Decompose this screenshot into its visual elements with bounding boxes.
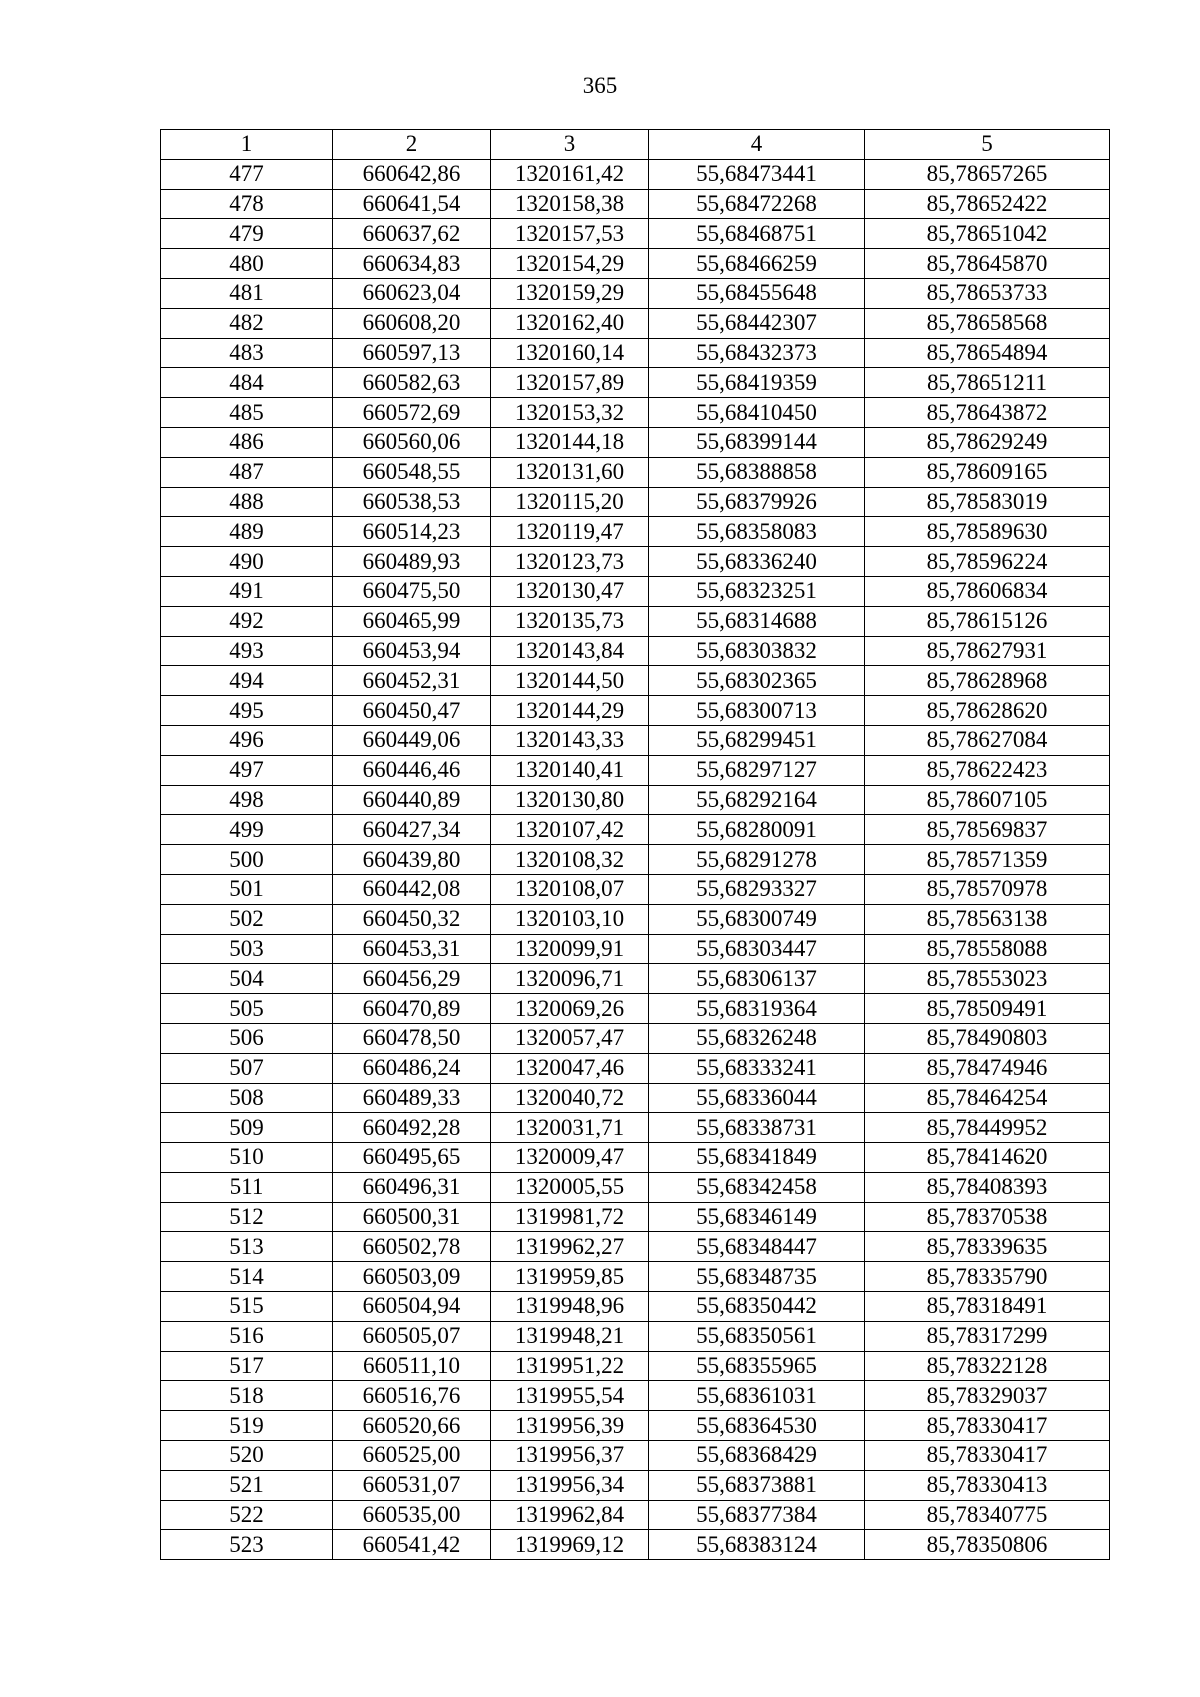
table-cell-col-4: 55,68364530 <box>649 1411 865 1441</box>
table-cell-col-1: 518 <box>161 1381 333 1411</box>
table-cell-col-2: 660478,50 <box>333 1023 491 1053</box>
table-cell-col-2: 660489,93 <box>333 547 491 577</box>
table-cell-col-4: 55,68314688 <box>649 606 865 636</box>
table-cell-col-4: 55,68410450 <box>649 398 865 428</box>
table-cell-col-3: 1320123,73 <box>491 547 649 577</box>
table-cell-col-2: 660560,06 <box>333 427 491 457</box>
table-cell-col-3: 1320140,41 <box>491 755 649 785</box>
table-row <box>161 547 1110 577</box>
table-cell-col-2: 660516,76 <box>333 1381 491 1411</box>
table-row <box>161 398 1110 428</box>
table-cell-col-4: 55,68303832 <box>649 636 865 666</box>
table-cell-col-3: 1320069,26 <box>491 994 649 1024</box>
table-cell-col-2: 660475,50 <box>333 576 491 606</box>
table-cell-col-1: 478 <box>161 189 333 219</box>
table-row <box>161 845 1110 875</box>
table-cell-col-1: 492 <box>161 606 333 636</box>
table-row <box>161 576 1110 606</box>
table-cell-col-4: 55,68379926 <box>649 487 865 517</box>
table-cell-col-5: 85,78318491 <box>865 1292 1110 1322</box>
table-cell-col-4: 55,68419359 <box>649 368 865 398</box>
header-row <box>161 130 1110 160</box>
table-cell-col-5: 85,78657265 <box>865 159 1110 189</box>
table-cell-col-2: 660538,53 <box>333 487 491 517</box>
table-cell-col-2: 660535,00 <box>333 1500 491 1530</box>
table-cell-col-5: 85,78570978 <box>865 874 1110 904</box>
table-cell-col-2: 660623,04 <box>333 278 491 308</box>
table-cell-col-3: 1320040,72 <box>491 1083 649 1113</box>
table-cell-col-3: 1320107,42 <box>491 815 649 845</box>
table-cell-col-3: 1320009,47 <box>491 1143 649 1173</box>
table-cell-col-4: 55,68466259 <box>649 249 865 279</box>
table-cell-col-3: 1319948,96 <box>491 1292 649 1322</box>
table-cell-col-5: 85,78330417 <box>865 1411 1110 1441</box>
table-cell-col-5: 85,78317299 <box>865 1321 1110 1351</box>
table-cell-col-2: 660634,83 <box>333 249 491 279</box>
table-cell-col-1: 485 <box>161 398 333 428</box>
table-cell-col-3: 1319955,54 <box>491 1381 649 1411</box>
table-row <box>161 994 1110 1024</box>
column-header-1: 1 <box>161 130 333 160</box>
table-cell-col-5: 85,78330417 <box>865 1441 1110 1471</box>
table-cell-col-3: 1319951,22 <box>491 1351 649 1381</box>
page-number: 365 <box>582 73 618 98</box>
table-cell-col-1: 515 <box>161 1292 333 1322</box>
table-cell-col-5: 85,78569837 <box>865 815 1110 845</box>
table-cell-col-4: 55,68432373 <box>649 338 865 368</box>
table-cell-col-4: 55,68368429 <box>649 1441 865 1471</box>
table-cell-col-2: 660465,99 <box>333 606 491 636</box>
table-cell-col-5: 85,78340775 <box>865 1500 1110 1530</box>
table-cell-col-4: 55,68399144 <box>649 427 865 457</box>
table-cell-col-1: 489 <box>161 517 333 547</box>
table-cell-col-1: 507 <box>161 1053 333 1083</box>
table-cell-col-5: 85,78645870 <box>865 249 1110 279</box>
table-cell-col-5: 85,78558088 <box>865 934 1110 964</box>
table-row <box>161 934 1110 964</box>
table-row <box>161 1053 1110 1083</box>
table-row <box>161 338 1110 368</box>
table-cell-col-2: 660641,54 <box>333 189 491 219</box>
table-cell-col-1: 491 <box>161 576 333 606</box>
table-cell-col-2: 660520,66 <box>333 1411 491 1441</box>
table-cell-col-2: 660470,89 <box>333 994 491 1024</box>
table-cell-col-4: 55,68355965 <box>649 1351 865 1381</box>
table-cell-col-3: 1319962,84 <box>491 1500 649 1530</box>
table-cell-col-2: 660597,13 <box>333 338 491 368</box>
table-cell-col-1: 520 <box>161 1441 333 1471</box>
table-cell-col-1: 501 <box>161 874 333 904</box>
column-header-4: 4 <box>649 130 865 160</box>
table-row <box>161 606 1110 636</box>
table-cell-col-1: 496 <box>161 725 333 755</box>
table-cell-col-1: 523 <box>161 1530 333 1560</box>
table-cell-col-5: 85,78606834 <box>865 576 1110 606</box>
table-cell-col-1: 486 <box>161 427 333 457</box>
table-cell-col-3: 1320144,18 <box>491 427 649 457</box>
table-cell-col-2: 660608,20 <box>333 308 491 338</box>
table-cell-col-1: 487 <box>161 457 333 487</box>
table-row <box>161 755 1110 785</box>
column-header-3: 3 <box>491 130 649 160</box>
table-cell-col-2: 660453,94 <box>333 636 491 666</box>
table-row <box>161 457 1110 487</box>
table-row <box>161 666 1110 696</box>
table-row <box>161 1321 1110 1351</box>
table-cell-col-5: 85,78629249 <box>865 427 1110 457</box>
table-cell-col-3: 1320115,20 <box>491 487 649 517</box>
table-cell-col-4: 55,68326248 <box>649 1023 865 1053</box>
table-cell-col-4: 55,68342458 <box>649 1172 865 1202</box>
table-cell-col-1: 514 <box>161 1262 333 1292</box>
table-cell-col-4: 55,68306137 <box>649 964 865 994</box>
table-row <box>161 487 1110 517</box>
table-cell-col-1: 480 <box>161 249 333 279</box>
table-cell-col-3: 1320143,84 <box>491 636 649 666</box>
table-cell-col-3: 1320099,91 <box>491 934 649 964</box>
table-body <box>161 159 1110 1559</box>
table-cell-col-4: 55,68348447 <box>649 1232 865 1262</box>
table-cell-col-3: 1320131,60 <box>491 457 649 487</box>
table-cell-col-3: 1320108,07 <box>491 874 649 904</box>
table-cell-col-1: 493 <box>161 636 333 666</box>
table-cell-col-4: 55,68346149 <box>649 1202 865 1232</box>
table-cell-col-4: 55,68348735 <box>649 1262 865 1292</box>
table-cell-col-4: 55,68297127 <box>649 755 865 785</box>
column-header-2: 2 <box>333 130 491 160</box>
table-row <box>161 249 1110 279</box>
coordinates-table <box>160 129 1110 1560</box>
table-row <box>161 696 1110 726</box>
table-cell-col-3: 1320144,50 <box>491 666 649 696</box>
table-cell-col-1: 504 <box>161 964 333 994</box>
table-cell-col-1: 503 <box>161 934 333 964</box>
table-cell-col-3: 1320157,53 <box>491 219 649 249</box>
table-cell-col-5: 85,78464254 <box>865 1083 1110 1113</box>
table-cell-col-5: 85,78643872 <box>865 398 1110 428</box>
table-cell-col-3: 1320057,47 <box>491 1023 649 1053</box>
table-cell-col-2: 660505,07 <box>333 1321 491 1351</box>
table-row <box>161 1172 1110 1202</box>
table-cell-col-1: 521 <box>161 1470 333 1500</box>
table-cell-col-3: 1320162,40 <box>491 308 649 338</box>
table-cell-col-2: 660514,23 <box>333 517 491 547</box>
table-row <box>161 189 1110 219</box>
column-header-5: 5 <box>865 130 1110 160</box>
table-cell-col-5: 85,78607105 <box>865 785 1110 815</box>
table-row <box>161 1530 1110 1560</box>
table-cell-col-4: 55,68336240 <box>649 547 865 577</box>
table-cell-col-5: 85,78627931 <box>865 636 1110 666</box>
table-cell-col-4: 55,68350561 <box>649 1321 865 1351</box>
table-cell-col-2: 660503,09 <box>333 1262 491 1292</box>
table-cell-col-1: 490 <box>161 547 333 577</box>
table-cell-col-5: 85,78583019 <box>865 487 1110 517</box>
table-cell-col-1: 502 <box>161 904 333 934</box>
table-cell-col-5: 85,78329037 <box>865 1381 1110 1411</box>
table-cell-col-3: 1320005,55 <box>491 1172 649 1202</box>
table-cell-col-1: 516 <box>161 1321 333 1351</box>
table-cell-col-2: 660489,33 <box>333 1083 491 1113</box>
table-cell-col-5: 85,78370538 <box>865 1202 1110 1232</box>
table-cell-col-3: 1320031,71 <box>491 1113 649 1143</box>
table-cell-col-4: 55,68373881 <box>649 1470 865 1500</box>
table-cell-col-3: 1320130,47 <box>491 576 649 606</box>
table-cell-col-4: 55,68341849 <box>649 1143 865 1173</box>
table-cell-col-3: 1319962,27 <box>491 1232 649 1262</box>
table-cell-col-5: 85,78628968 <box>865 666 1110 696</box>
table-cell-col-3: 1319948,21 <box>491 1321 649 1351</box>
table-cell-col-1: 519 <box>161 1411 333 1441</box>
table-cell-col-4: 55,68338731 <box>649 1113 865 1143</box>
table-cell-col-5: 85,78490803 <box>865 1023 1110 1053</box>
table-row <box>161 1292 1110 1322</box>
table-cell-col-3: 1319956,39 <box>491 1411 649 1441</box>
table-cell-col-4: 55,68299451 <box>649 725 865 755</box>
table-cell-col-1: 505 <box>161 994 333 1024</box>
table-cell-col-5: 85,78622423 <box>865 755 1110 785</box>
table-cell-col-3: 1320135,73 <box>491 606 649 636</box>
table-row <box>161 1023 1110 1053</box>
table-cell-col-4: 55,68377384 <box>649 1500 865 1530</box>
table-cell-col-3: 1320158,38 <box>491 189 649 219</box>
table-cell-col-4: 55,68333241 <box>649 1053 865 1083</box>
table-row <box>161 1441 1110 1471</box>
table-row <box>161 517 1110 547</box>
table-cell-col-3: 1320103,10 <box>491 904 649 934</box>
table-cell-col-4: 55,68280091 <box>649 815 865 845</box>
table-row <box>161 1470 1110 1500</box>
table-cell-col-1: 510 <box>161 1143 333 1173</box>
table-row <box>161 636 1110 666</box>
table-cell-col-4: 55,68473441 <box>649 159 865 189</box>
table-row <box>161 964 1110 994</box>
table-cell-col-1: 482 <box>161 308 333 338</box>
table-cell-col-5: 85,78335790 <box>865 1262 1110 1292</box>
table-cell-col-3: 1320157,89 <box>491 368 649 398</box>
table-cell-col-5: 85,78651042 <box>865 219 1110 249</box>
table-cell-col-3: 1320143,33 <box>491 725 649 755</box>
table-cell-col-3: 1320119,47 <box>491 517 649 547</box>
table-cell-col-1: 479 <box>161 219 333 249</box>
table-row <box>161 278 1110 308</box>
table-cell-col-1: 500 <box>161 845 333 875</box>
table-cell-col-5: 85,78654894 <box>865 338 1110 368</box>
table-cell-col-2: 660453,31 <box>333 934 491 964</box>
table-cell-col-5: 85,78449952 <box>865 1113 1110 1143</box>
table-cell-col-3: 1319969,12 <box>491 1530 649 1560</box>
table-cell-col-2: 660446,46 <box>333 755 491 785</box>
table-cell-col-1: 494 <box>161 666 333 696</box>
table-cell-col-4: 55,68383124 <box>649 1530 865 1560</box>
table-cell-col-5: 85,78653733 <box>865 278 1110 308</box>
table-cell-col-4: 55,68303447 <box>649 934 865 964</box>
table-cell-col-3: 1320161,42 <box>491 159 649 189</box>
table-cell-col-4: 55,68455648 <box>649 278 865 308</box>
table-cell-col-2: 660525,00 <box>333 1441 491 1471</box>
table-cell-col-2: 660427,34 <box>333 815 491 845</box>
table-cell-col-2: 660500,31 <box>333 1202 491 1232</box>
table-row <box>161 1232 1110 1262</box>
table-cell-col-2: 660439,80 <box>333 845 491 875</box>
table-cell-col-4: 55,68323251 <box>649 576 865 606</box>
table-cell-col-5: 85,78330413 <box>865 1470 1110 1500</box>
table-cell-col-1: 498 <box>161 785 333 815</box>
table-cell-col-3: 1320096,71 <box>491 964 649 994</box>
table-cell-col-1: 481 <box>161 278 333 308</box>
table-row <box>161 1411 1110 1441</box>
table-row <box>161 1143 1110 1173</box>
table-row <box>161 785 1110 815</box>
table-cell-col-3: 1320108,32 <box>491 845 649 875</box>
table-cell-col-2: 660637,62 <box>333 219 491 249</box>
table-cell-col-3: 1319981,72 <box>491 1202 649 1232</box>
table-cell-col-5: 85,78652422 <box>865 189 1110 219</box>
table-cell-col-2: 660452,31 <box>333 666 491 696</box>
table-row <box>161 1351 1110 1381</box>
table-cell-col-4: 55,68291278 <box>649 845 865 875</box>
table-cell-col-5: 85,78350806 <box>865 1530 1110 1560</box>
table-cell-col-3: 1320153,32 <box>491 398 649 428</box>
table-cell-col-4: 55,68388858 <box>649 457 865 487</box>
table-cell-col-5: 85,78509491 <box>865 994 1110 1024</box>
table-cell-col-2: 660642,86 <box>333 159 491 189</box>
table-cell-col-4: 55,68292164 <box>649 785 865 815</box>
table-row <box>161 308 1110 338</box>
table-cell-col-5: 85,78339635 <box>865 1232 1110 1262</box>
table-cell-col-2: 660511,10 <box>333 1351 491 1381</box>
table-cell-col-2: 660440,89 <box>333 785 491 815</box>
table-cell-col-5: 85,78651211 <box>865 368 1110 398</box>
table-cell-col-3: 1319956,37 <box>491 1441 649 1471</box>
table-cell-col-4: 55,68358083 <box>649 517 865 547</box>
table-cell-col-3: 1320130,80 <box>491 785 649 815</box>
table-cell-col-5: 85,78571359 <box>865 845 1110 875</box>
table-cell-col-2: 660449,06 <box>333 725 491 755</box>
table-cell-col-1: 497 <box>161 755 333 785</box>
table-cell-col-2: 660548,55 <box>333 457 491 487</box>
table-cell-col-1: 488 <box>161 487 333 517</box>
table-cell-col-1: 511 <box>161 1172 333 1202</box>
table-cell-col-1: 508 <box>161 1083 333 1113</box>
table-cell-col-2: 660442,08 <box>333 874 491 904</box>
table-cell-col-5: 85,78628620 <box>865 696 1110 726</box>
table-row <box>161 1500 1110 1530</box>
table-cell-col-3: 1319959,85 <box>491 1262 649 1292</box>
table-cell-col-5: 85,78474946 <box>865 1053 1110 1083</box>
table-cell-col-5: 85,78609165 <box>865 457 1110 487</box>
table-cell-col-2: 660495,65 <box>333 1143 491 1173</box>
table-cell-col-2: 660486,24 <box>333 1053 491 1083</box>
table-row <box>161 1202 1110 1232</box>
table-cell-col-5: 85,78414620 <box>865 1143 1110 1173</box>
table-cell-col-4: 55,68300713 <box>649 696 865 726</box>
table-row <box>161 874 1110 904</box>
table-cell-col-4: 55,68302365 <box>649 666 865 696</box>
table-cell-col-5: 85,78615126 <box>865 606 1110 636</box>
table-row <box>161 159 1110 189</box>
table-cell-col-1: 512 <box>161 1202 333 1232</box>
table-cell-col-5: 85,78322128 <box>865 1351 1110 1381</box>
table-cell-col-2: 660531,07 <box>333 1470 491 1500</box>
table-cell-col-2: 660504,94 <box>333 1292 491 1322</box>
table-cell-col-2: 660502,78 <box>333 1232 491 1262</box>
table-row <box>161 904 1110 934</box>
table-header <box>161 130 1110 160</box>
table-cell-col-1: 506 <box>161 1023 333 1053</box>
table-cell-col-5: 85,78408393 <box>865 1172 1110 1202</box>
table-cell-col-3: 1320154,29 <box>491 249 649 279</box>
table-cell-col-3: 1320047,46 <box>491 1053 649 1083</box>
table-cell-col-3: 1320144,29 <box>491 696 649 726</box>
table-cell-col-4: 55,68336044 <box>649 1083 865 1113</box>
table-row <box>161 815 1110 845</box>
table-cell-col-5: 85,78563138 <box>865 904 1110 934</box>
table-row <box>161 1113 1110 1143</box>
table-cell-col-1: 484 <box>161 368 333 398</box>
table-cell-col-2: 660450,32 <box>333 904 491 934</box>
table-row <box>161 368 1110 398</box>
table-cell-col-1: 483 <box>161 338 333 368</box>
table-row <box>161 219 1110 249</box>
table-cell-col-1: 495 <box>161 696 333 726</box>
table-cell-col-4: 55,68319364 <box>649 994 865 1024</box>
table-cell-col-2: 660450,47 <box>333 696 491 726</box>
table-cell-col-2: 660496,31 <box>333 1172 491 1202</box>
table-cell-col-4: 55,68468751 <box>649 219 865 249</box>
table-cell-col-4: 55,68350442 <box>649 1292 865 1322</box>
table-row <box>161 1262 1110 1292</box>
table-cell-col-1: 509 <box>161 1113 333 1143</box>
table-cell-col-2: 660541,42 <box>333 1530 491 1560</box>
table-cell-col-2: 660582,63 <box>333 368 491 398</box>
table-cell-col-4: 55,68361031 <box>649 1381 865 1411</box>
table-cell-col-5: 85,78553023 <box>865 964 1110 994</box>
table-cell-col-4: 55,68293327 <box>649 874 865 904</box>
table-cell-col-4: 55,68300749 <box>649 904 865 934</box>
table-cell-col-5: 85,78658568 <box>865 308 1110 338</box>
table-cell-col-1: 522 <box>161 1500 333 1530</box>
table-cell-col-1: 513 <box>161 1232 333 1262</box>
table-cell-col-5: 85,78589630 <box>865 517 1110 547</box>
table-cell-col-3: 1320159,29 <box>491 278 649 308</box>
table-cell-col-5: 85,78627084 <box>865 725 1110 755</box>
table-cell-col-2: 660456,29 <box>333 964 491 994</box>
table-cell-col-4: 55,68442307 <box>649 308 865 338</box>
table-row <box>161 1083 1110 1113</box>
table-row <box>161 1381 1110 1411</box>
table-cell-col-3: 1320160,14 <box>491 338 649 368</box>
table-row <box>161 427 1110 457</box>
table-row <box>161 725 1110 755</box>
table-cell-col-5: 85,78596224 <box>865 547 1110 577</box>
table-cell-col-1: 477 <box>161 159 333 189</box>
table-cell-col-3: 1319956,34 <box>491 1470 649 1500</box>
table-cell-col-1: 517 <box>161 1351 333 1381</box>
table-cell-col-2: 660572,69 <box>333 398 491 428</box>
table-cell-col-1: 499 <box>161 815 333 845</box>
table-cell-col-4: 55,68472268 <box>649 189 865 219</box>
table-cell-col-2: 660492,28 <box>333 1113 491 1143</box>
